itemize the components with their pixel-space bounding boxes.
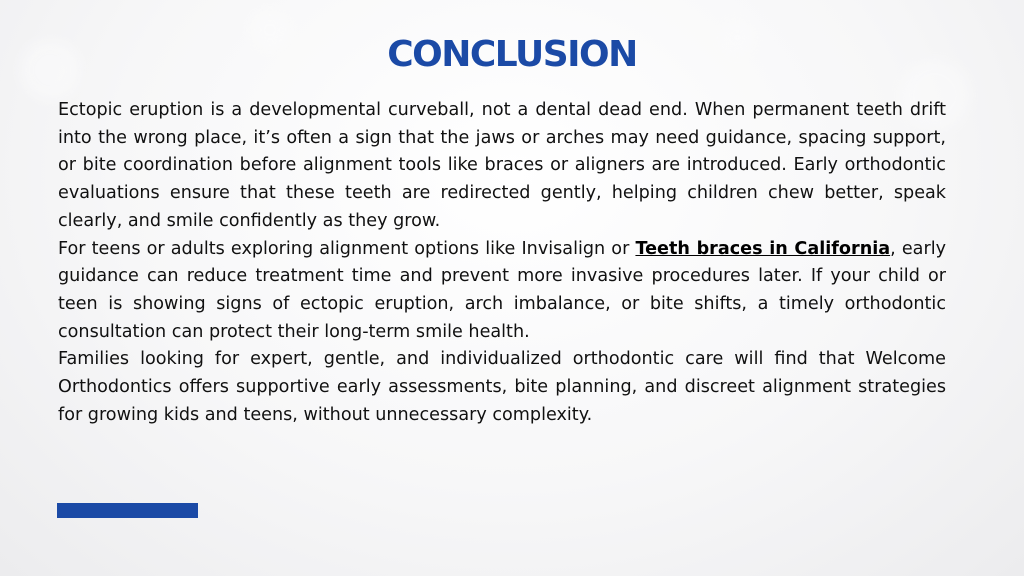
slide-body <box>58 97 946 429</box>
paragraph-2-before: For teens or adults exploring alignment options like Invisalign or <box>58 238 636 259</box>
paragraph-3: Families looking for expert, gentle, and individualized orthodontic care will find that Welcome Orthodontics offers supportive early assessments, bite planning, and discreet alignment strategies for growing kids and teens, without unnecessary complexity. <box>58 349 946 425</box>
paragraph-2-after: , early guidance can reduce treatment time and prevent more invasive procedures later. If your child or teen is showing signs of ectopic eruption, arch imbalance, or bite shifts, a timely orthodontic consultation can protect their long-term smile health. <box>58 238 946 342</box>
slide-title: CONCLUSION <box>387 34 637 75</box>
paragraph-1: Ectopic eruption is a developmental curveball, not a dental dead end. When permanent teeth drift into the wrong place, it’s often a sign that the jaws or arches may need guidance, spacing support, or bite coordination before alignment tools like braces or aligners are introduced. Early orthodontic evaluations ensure that these teeth are redirected gently, helping children chew better, speak clearly, and smile confidently as they grow. <box>58 100 946 231</box>
teeth-braces-link[interactable]: Teeth braces in California <box>635 238 891 259</box>
accent-bar <box>57 503 198 518</box>
paragraph-2 <box>58 236 946 347</box>
